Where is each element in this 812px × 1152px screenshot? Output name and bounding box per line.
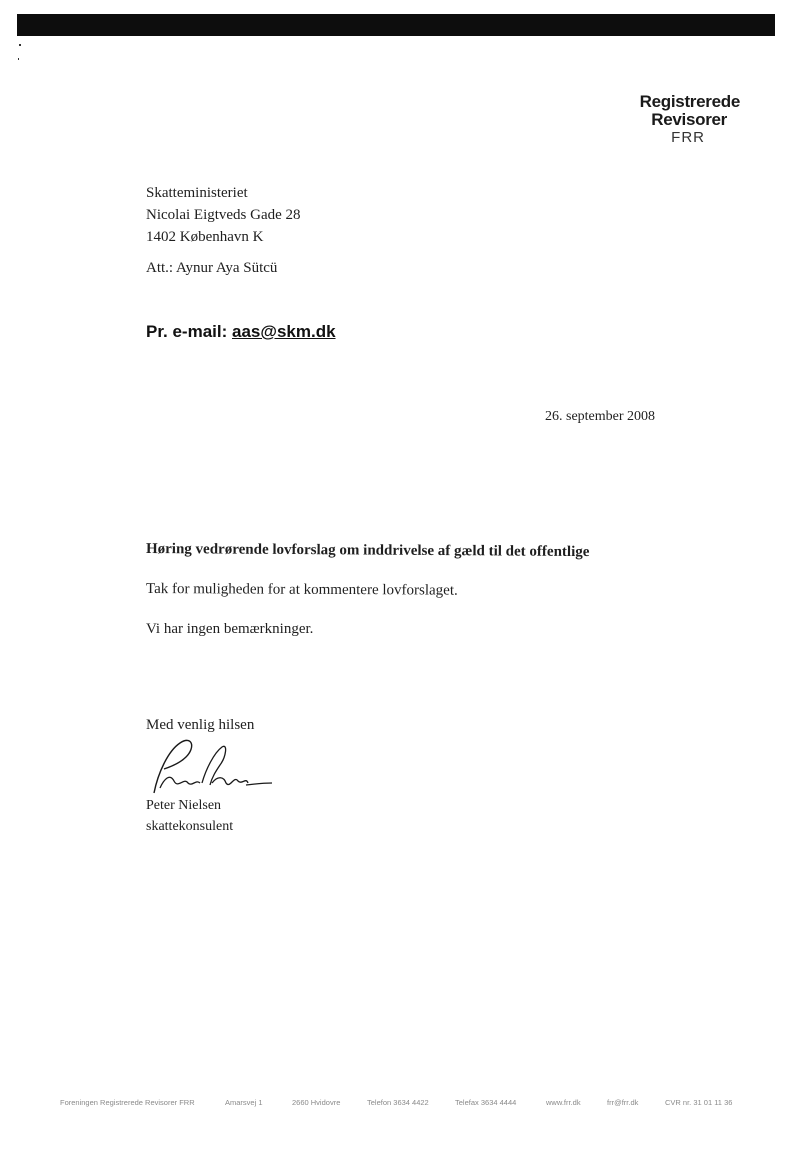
signer-name: Peter Nielsen <box>146 798 222 813</box>
signer-block <box>146 795 233 837</box>
closing-greeting: Med venlig hilsen <box>146 717 255 733</box>
scan-speck <box>19 44 21 46</box>
footer-street: Amarsvej 1 <box>225 1098 263 1107</box>
letter-date: 26. september 2008 <box>545 409 656 424</box>
recipient-city: 1402 København K <box>146 229 264 245</box>
signer-title: skattekonsulent <box>146 819 234 834</box>
recipient-name: Skatteministeriet <box>146 185 248 201</box>
footer-org: Foreningen Registrerede Revisorer FRR <box>60 1098 195 1107</box>
email-label: Pr. e-mail: <box>146 322 228 341</box>
recipient-attention: Att.: Aynur Aya Sütcü <box>146 260 278 276</box>
handwritten-signature <box>140 733 275 798</box>
header-bar <box>14 14 775 36</box>
footer-city: 2660 Hvidovre <box>292 1098 341 1107</box>
header-bar-notch <box>14 14 17 36</box>
logo-line-registrerede: Registrerede <box>639 92 740 111</box>
recipient-address <box>146 182 301 248</box>
logo-line-frr: FRR <box>671 129 705 146</box>
footer-web: www.frr.dk <box>546 1098 581 1107</box>
footer-fax: Telefax 3634 4444 <box>455 1098 517 1107</box>
scan-speck <box>18 58 19 60</box>
footer-cvr: CVR nr. 31 01 11 36 <box>665 1098 733 1107</box>
letter-subject: Høring vedrørende lovforslag om inddrivelse af gæld til det offentlige <box>145 541 590 561</box>
footer-email: frr@frr.dk <box>607 1098 639 1107</box>
logo-line-revisorer: Revisorer <box>651 110 727 129</box>
footer-phone: Telefon 3634 4422 <box>367 1098 429 1107</box>
body-paragraph: Tak for muligheden for at kommentere lovforslaget. <box>145 581 458 599</box>
email-line <box>146 322 336 342</box>
body-paragraph: Vi har ingen bemærkninger. <box>146 621 314 637</box>
frr-logo <box>620 93 740 147</box>
recipient-street: Nicolai Eigtveds Gade 28 <box>146 207 301 223</box>
email-link[interactable]: aas@skm.dk <box>232 322 336 341</box>
